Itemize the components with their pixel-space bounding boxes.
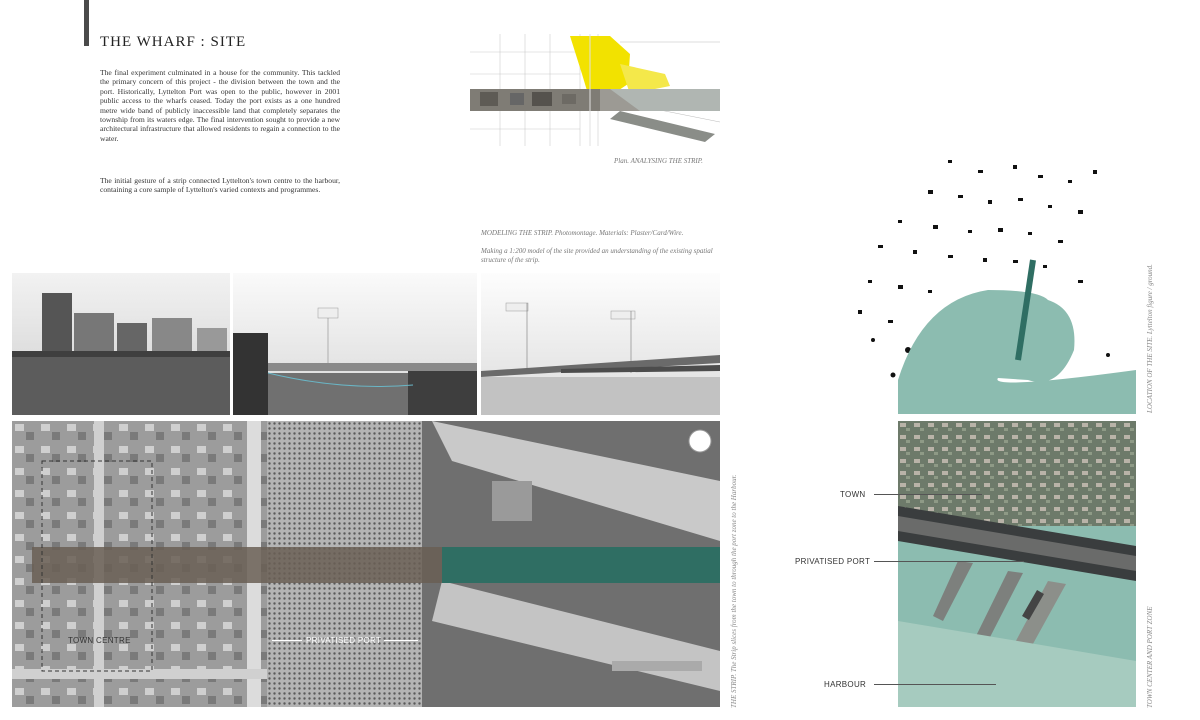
zone-vertical-caption: TOWN CENTER AND PORT ZONE: [1146, 606, 1154, 708]
plan-drawing: [470, 34, 720, 146]
modeling-caption-desc: Making a 1:200 model of the site provided an understanding of the existing spatial structure of the strip.: [481, 247, 713, 264]
zone-tick-town: [874, 494, 982, 495]
location-vertical-caption: LOCATION OF THE SITE. Lyttelton figure / ground.: [1146, 264, 1154, 413]
aerial-label-tick-left: [272, 640, 302, 641]
zone-label-harbour: HARBOUR: [824, 680, 867, 689]
model-photo-harbour: [481, 273, 720, 415]
modeling-caption-title: MODELING THE STRIP. Photomontage. Materials: Plaster/Card/Wire.: [481, 229, 684, 237]
aerial-strip-photo: [12, 421, 720, 707]
zone-tick-harbour: [874, 684, 996, 685]
plan-caption: Plan. ANALYSING THE STRIP.: [614, 157, 703, 165]
zone-satellite-photo: [898, 421, 1136, 707]
page-title: THE WHARF : SITE: [100, 34, 247, 50]
model-photo-port: [233, 273, 477, 415]
zone-label-town: TOWN: [840, 490, 866, 499]
figure-ground-map: [838, 150, 1136, 414]
model-photo-town: [12, 273, 230, 415]
title-accent-bar: [84, 0, 89, 46]
strip-paragraph: The initial gesture of a strip connected Lyttelton's town centre to the harbour, containing a core sample of Lyttelton's varied contexts and programmes.: [100, 176, 340, 195]
strip-vertical-caption: THE STRIP. The Strip slices from the town to through the port zone to the Harbour.: [730, 474, 738, 708]
intro-paragraph: The final experiment culminated in a house for the community. This tackled the primary concern of this project - the division between the town and the port. Historically, Lyttelton Port was open to the public, however in 2001 public access to the wharfs ceased. Today the port exists as a one hundred metre wide band of publicly inaccessible land that completely separates the township from its waters edge. The final intervention sought to provide a new architectural infrastructure that allowed residents to regain a connection to the water.: [100, 68, 340, 143]
aerial-label-tick-right: [384, 640, 418, 641]
aerial-label-privatised-port: PRIVATISED PORT: [306, 636, 382, 645]
zone-tick-port: [874, 561, 1024, 562]
aerial-label-town-centre: TOWN CENTRE: [68, 636, 131, 645]
zone-label-privatised-port: PRIVATISED PORT: [795, 557, 871, 566]
